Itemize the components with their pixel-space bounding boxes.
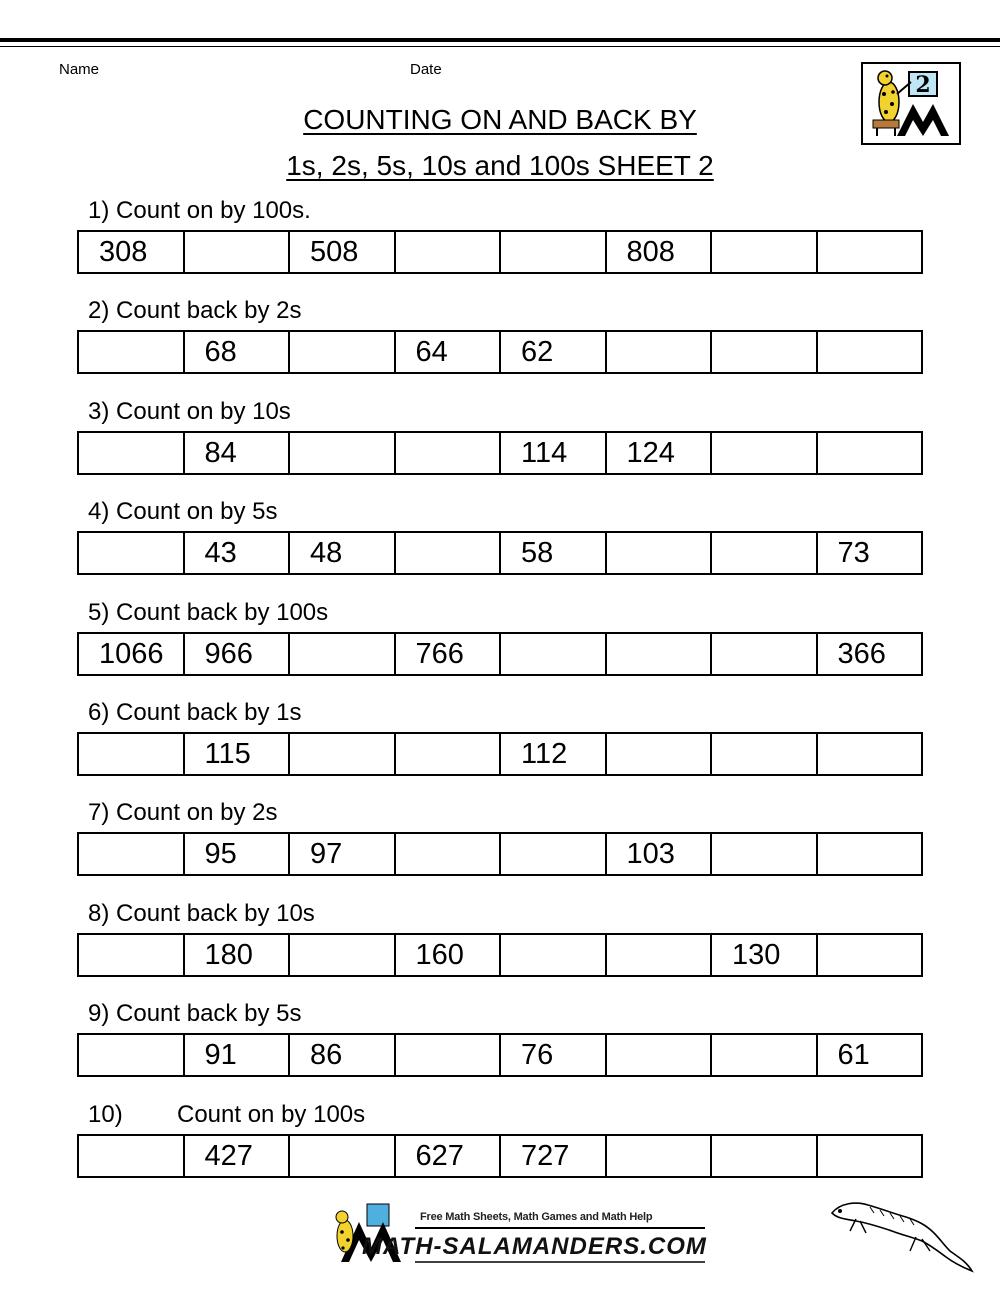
answer-blank[interactable] [394,232,500,272]
answer-blank[interactable] [816,433,922,473]
answer-blank[interactable] [394,1035,500,1075]
answer-blank[interactable] [710,433,816,473]
question-number: 7) [88,799,110,826]
answer-blank[interactable] [79,935,183,975]
given-number: 766 [394,634,500,674]
question-text: Count back by 1s [116,699,302,726]
given-number: 160 [394,935,500,975]
question-text: Count on by 100s [177,1101,366,1128]
question-label [88,398,291,426]
question-label [88,197,311,225]
question-number: 5) [88,599,110,626]
answer-blank[interactable] [605,634,711,674]
question-number: 8) [88,900,110,927]
given-number: 103 [605,834,711,874]
answer-row [77,933,923,977]
given-number: 366 [816,634,922,674]
answer-blank[interactable] [394,734,500,774]
answer-blank[interactable] [79,834,183,874]
grade-number: 2 [915,72,931,98]
given-number: 61 [816,1035,922,1075]
answer-blank[interactable] [499,935,605,975]
given-number: 86 [288,1035,394,1075]
question-number: 9) [88,1000,110,1027]
question-text: Count back by 10s [116,900,315,927]
given-number: 130 [710,935,816,975]
answer-blank[interactable] [79,433,183,473]
answer-blank[interactable] [79,1136,183,1176]
answer-blank[interactable] [710,1136,816,1176]
given-number: 97 [288,834,394,874]
answer-blank[interactable] [816,734,922,774]
question-number: 6) [88,699,110,726]
question-label [88,699,301,727]
given-number: 966 [183,634,289,674]
worksheet-subtitle: 1s, 2s, 5s, 10s and 100s SHEET 2 [286,150,714,181]
worksheet-title: COUNTING ON AND BACK BY [303,104,697,135]
answer-blank[interactable] [288,634,394,674]
answer-row [77,330,923,374]
answer-blank[interactable] [710,332,816,372]
answer-blank[interactable] [394,834,500,874]
answer-blank[interactable] [816,1136,922,1176]
given-number: 76 [499,1035,605,1075]
answer-blank[interactable] [710,533,816,573]
question-number: 3) [88,398,110,425]
question-text: Count on by 10s [116,398,291,425]
question-number: 4) [88,498,110,525]
answer-blank[interactable] [288,734,394,774]
question-text: Count back by 2s [116,297,302,324]
answer-row [77,732,923,776]
question-text: Count back by 5s [116,1000,302,1027]
answer-blank[interactable] [605,734,711,774]
answer-blank[interactable] [816,332,922,372]
given-number: 64 [394,332,500,372]
footer-tagline: Free Math Sheets, Math Games and Math Help [420,1211,653,1223]
question-text: Count back by 100s [116,599,329,626]
question-label [88,1000,301,1028]
question-number: 1) [88,197,110,224]
answer-blank[interactable] [79,533,183,573]
given-number: 58 [499,533,605,573]
answer-blank[interactable] [79,734,183,774]
answer-blank[interactable] [288,1136,394,1176]
answer-blank[interactable] [605,1136,711,1176]
top-rule [0,38,1000,42]
given-number: 808 [605,232,711,272]
question-label [88,498,277,526]
answer-blank[interactable] [816,232,922,272]
answer-blank[interactable] [605,1035,711,1075]
question-text: Count on by 2s [116,799,278,826]
answer-blank[interactable] [394,433,500,473]
question-label [88,599,328,627]
salamander-outline-icon [826,1195,976,1275]
given-number: 508 [288,232,394,272]
answer-blank[interactable] [499,634,605,674]
given-number: 112 [499,734,605,774]
given-number: 124 [605,433,711,473]
question-label [88,900,315,928]
answer-blank[interactable] [394,533,500,573]
given-number: 84 [183,433,289,473]
answer-row [77,1033,923,1077]
given-number: 95 [183,834,289,874]
answer-row [77,832,923,876]
answer-blank[interactable] [288,332,394,372]
answer-row [77,1134,923,1178]
question-text: Count on by 5s [116,498,278,525]
given-number: 91 [183,1035,289,1075]
given-number: 48 [288,533,394,573]
given-number: 427 [183,1136,289,1176]
given-number: 73 [816,533,922,573]
question-text: Count on by 100s. [116,197,311,224]
answer-blank[interactable] [816,834,922,874]
given-number: 627 [394,1136,500,1176]
top-rule-thin [0,46,1000,47]
answer-blank[interactable] [710,634,816,674]
answer-blank[interactable] [710,734,816,774]
question-number: 2) [88,297,110,324]
answer-blank[interactable] [710,834,816,874]
given-number: 62 [499,332,605,372]
given-number: 114 [499,433,605,473]
question-label [88,297,301,325]
answer-blank[interactable] [79,1035,183,1075]
answer-blank[interactable] [710,1035,816,1075]
given-number: 68 [183,332,289,372]
footer-site-name: MATH-SALAMANDERS.COM [362,1233,707,1260]
given-number: 1066 [99,638,164,670]
answer-blank[interactable] [499,232,605,272]
name-label: Name [59,61,100,78]
answer-blank[interactable] [816,935,922,975]
answer-blank[interactable] [288,935,394,975]
answer-row [77,531,923,575]
given-number: 43 [183,533,289,573]
date-label: Date [410,61,442,78]
question-label [88,1101,365,1129]
given-number: 308 [99,236,148,268]
answer-blank[interactable] [288,433,394,473]
answer-blank[interactable] [710,232,816,272]
given-number: 115 [183,734,289,774]
answer-blank[interactable] [605,533,711,573]
answer-blank[interactable] [183,232,289,272]
answer-blank[interactable] [605,935,711,975]
answer-blank[interactable] [79,332,183,372]
answer-blank[interactable] [605,332,711,372]
question-number: 10) [88,1101,123,1128]
given-number: 180 [183,935,289,975]
answer-row [77,230,923,274]
given-number: 727 [499,1136,605,1176]
question-label [88,799,277,827]
answer-row [77,431,923,475]
answer-blank[interactable] [499,834,605,874]
answer-row [77,632,923,676]
